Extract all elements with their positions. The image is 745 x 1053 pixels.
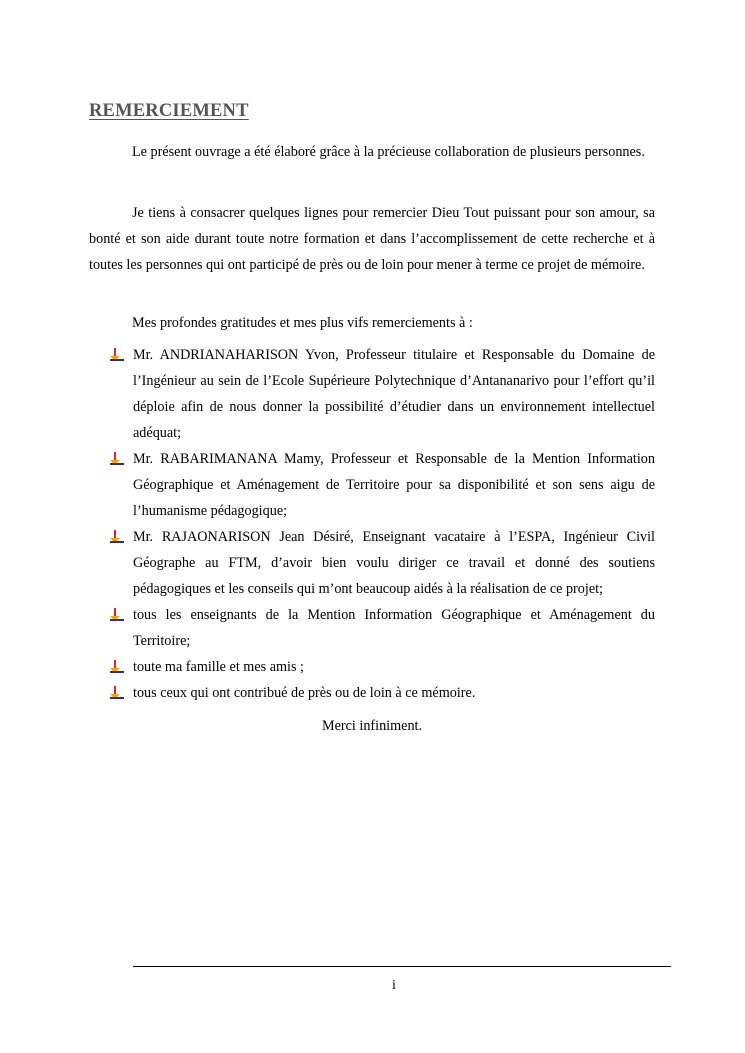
arrow-bullet-icon bbox=[110, 686, 124, 700]
list-item-text: Mr. RAJAONARISON Jean Désiré, Enseignant vacataire à l’ESPA, Ingénieur Civil Géographe au FTM, d’avoir bien voulu diriger ce travail et donné des soutiens pédagogiques et les conseils qui m’ont beaucoup aidés à la réalisation de ce projet; bbox=[133, 529, 655, 597]
list-item-text: toute ma famille et mes amis ; bbox=[133, 659, 304, 675]
footer-divider bbox=[133, 966, 671, 967]
list-item-text: Mr. ANDRIANAHARISON Yvon, Professeur titulaire et Responsable du Domaine de l’Ingénieur au sein de l’Ecole Supérieure Polytechnique d’Antananarivo pour l’effort qu’il déploie afin de nous donner la possibilité d’étudier dans un environnement intellectuel adéquat; bbox=[133, 347, 655, 441]
list-item-text: Mr. RABARIMANANA Mamy, Professeur et Responsable de la Mention Information Géographique et Aménagement de Territoire pour sa disponibilité et son sens aigu de l’humanisme pédagogique; bbox=[133, 451, 655, 519]
arrow-bullet-icon bbox=[110, 608, 124, 622]
list-item-text: tous ceux qui ont contribué de près ou de loin à ce mémoire. bbox=[133, 685, 476, 701]
list-item bbox=[110, 342, 655, 446]
page-title: REMERCIEMENT bbox=[89, 101, 249, 121]
list-intro-paragraph: Mes profondes gratitudes et mes plus vifs remerciements à : bbox=[132, 315, 473, 331]
list-item bbox=[110, 602, 655, 654]
gratitude-paragraph: Je tiens à consacrer quelques lignes pour remercier Dieu Tout puissant pour son amour, sa bonté et son aide durant toute notre formation et dans l’accomplissement de cette recherche et à toutes les personnes qui ont participé de près ou de loin pour mener à terme ce projet de mémoire. bbox=[89, 205, 655, 273]
arrow-bullet-icon bbox=[110, 452, 124, 466]
page-number: i bbox=[392, 978, 396, 993]
closing-line: Merci infiniment. bbox=[321, 718, 423, 734]
list-item-text: tous les enseignants de la Mention Information Géographique et Aménagement du Territoire; bbox=[133, 607, 655, 649]
list-item bbox=[110, 654, 655, 680]
arrow-bullet-icon bbox=[110, 530, 124, 544]
arrow-bullet-icon bbox=[110, 348, 124, 362]
list-item bbox=[110, 680, 655, 706]
list-item bbox=[110, 524, 655, 602]
arrow-bullet-icon bbox=[110, 660, 124, 674]
intro-paragraph: Le présent ouvrage a été élaboré grâce à la précieuse collaboration de plusieurs personnes. bbox=[132, 144, 645, 160]
thanks-list bbox=[110, 342, 655, 706]
list-item bbox=[110, 446, 655, 524]
